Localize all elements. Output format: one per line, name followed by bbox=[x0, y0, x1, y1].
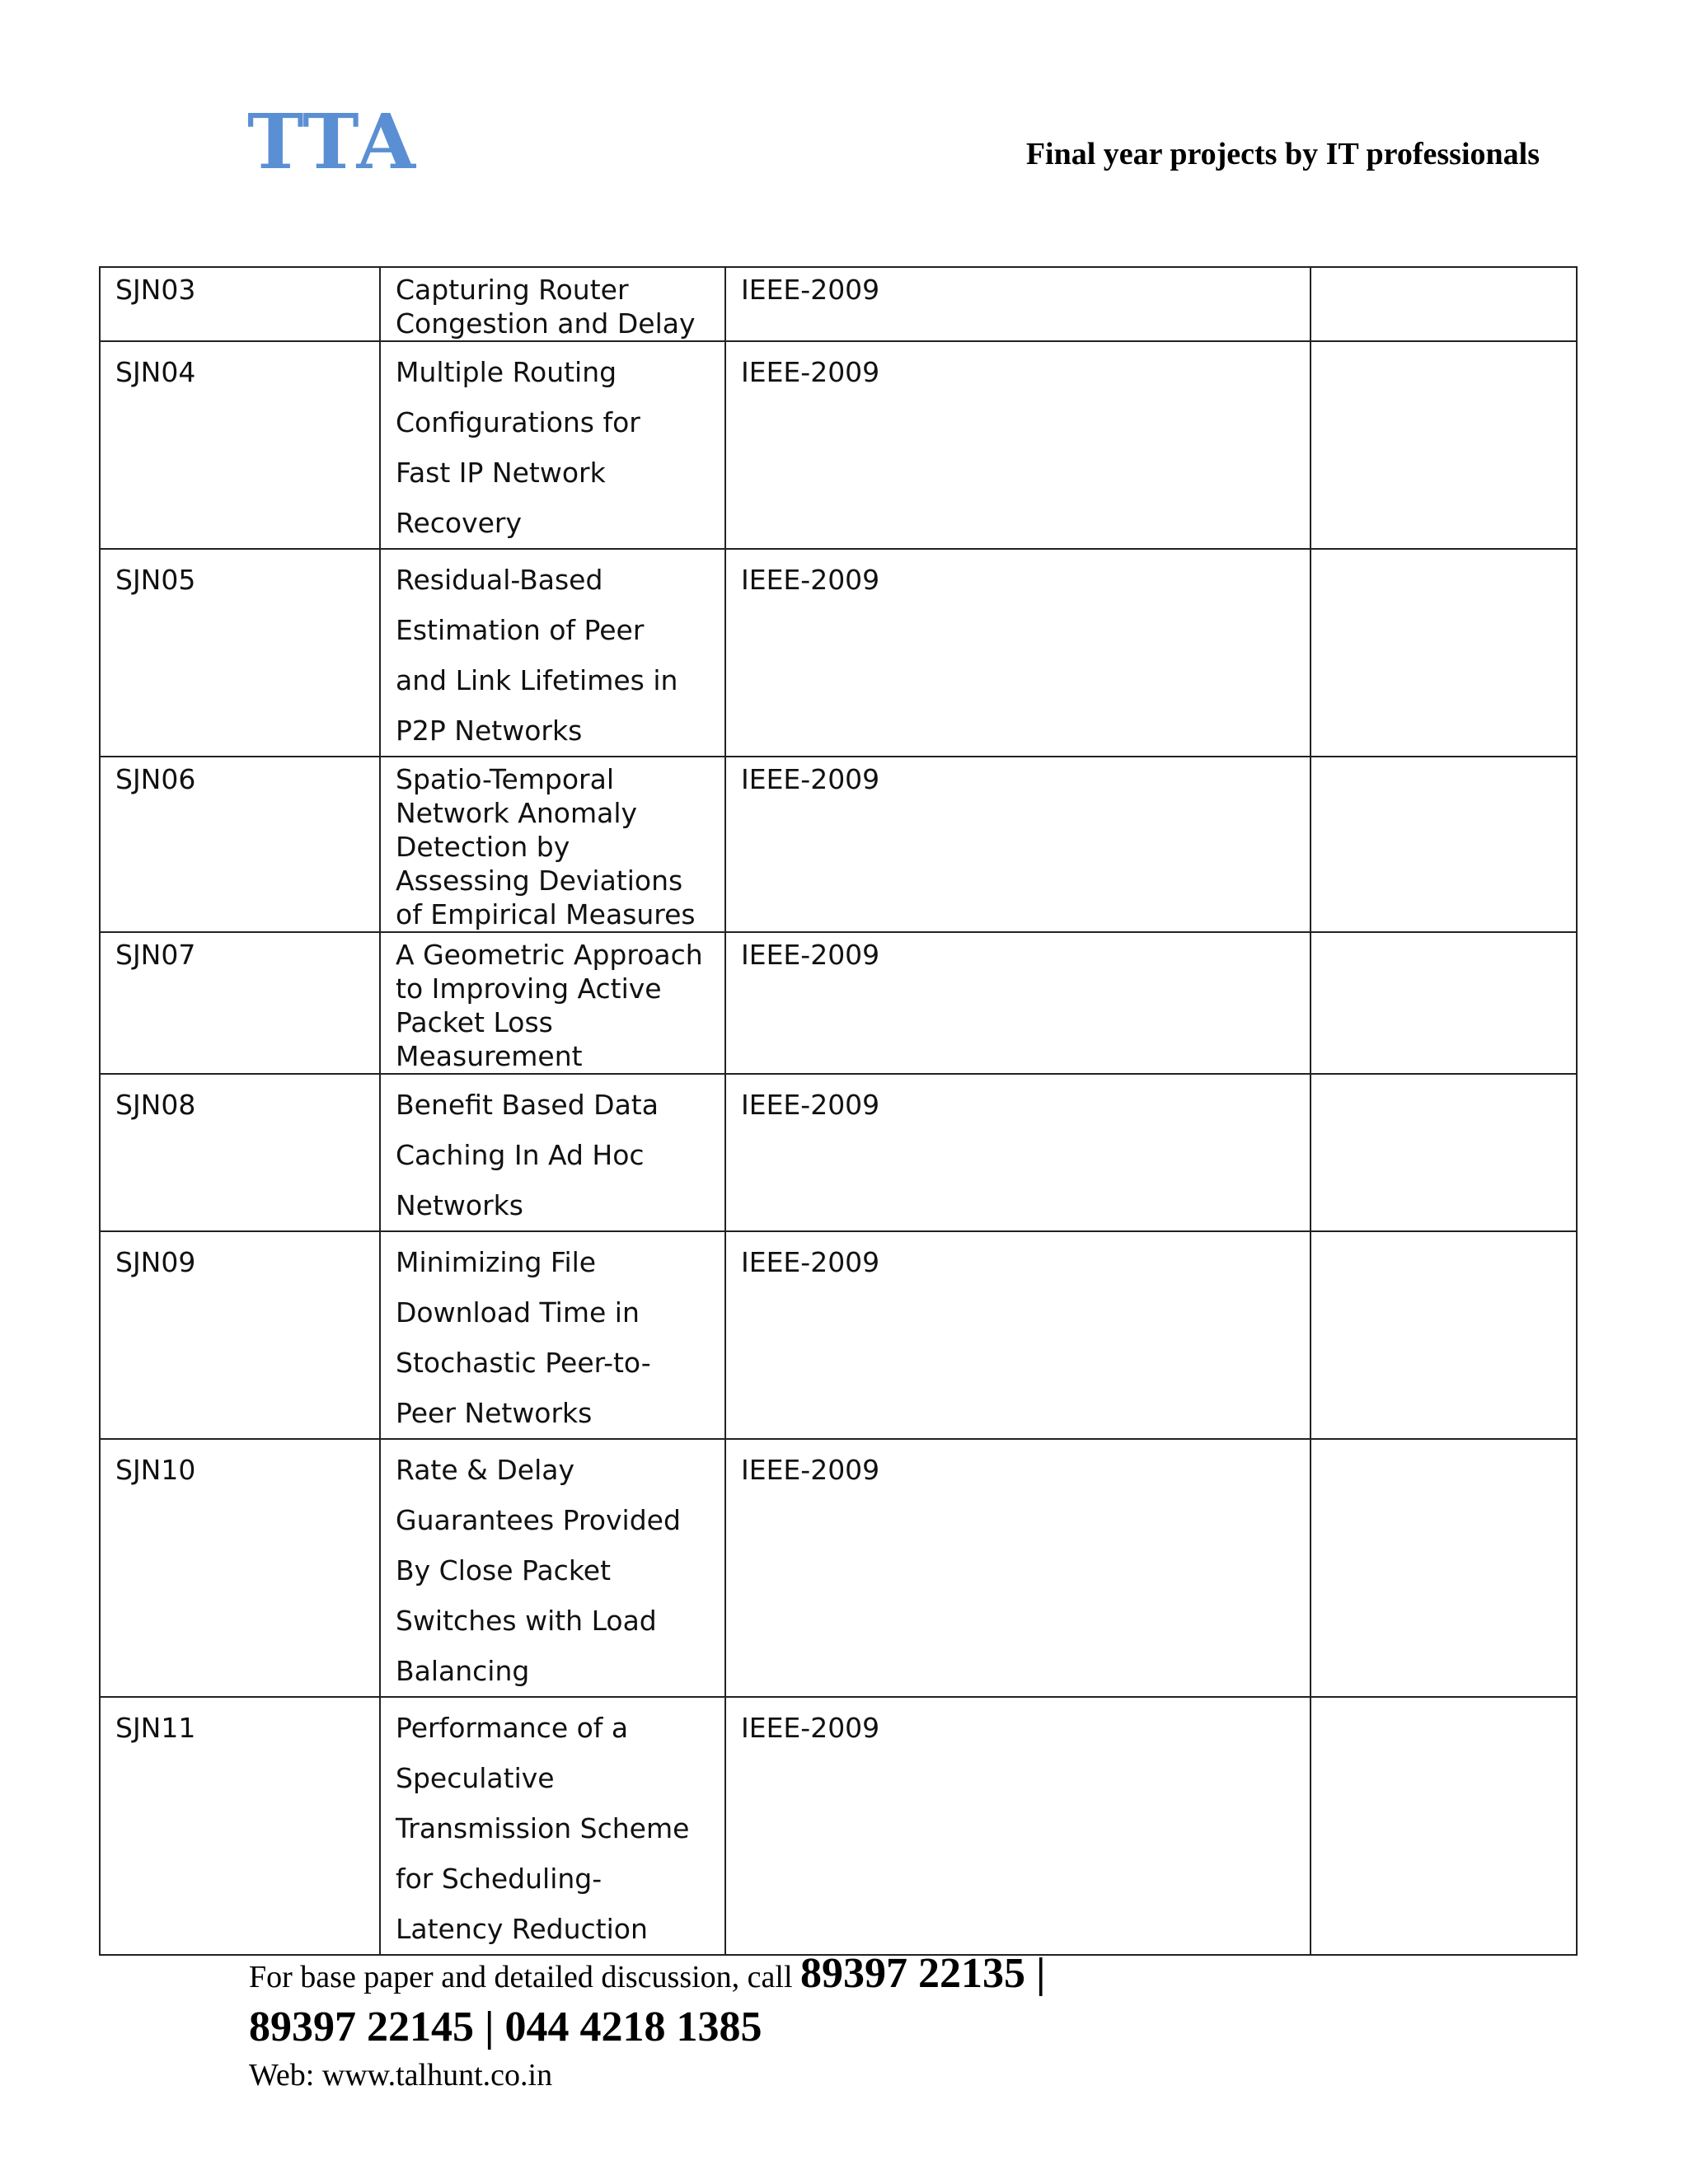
project-source-cell: IEEE-2009 bbox=[725, 1074, 1311, 1231]
project-source-cell: IEEE-2009 bbox=[725, 932, 1311, 1074]
project-id-cell: SJN04 bbox=[100, 341, 380, 549]
contact-phones-secondary: 89397 22145 | 044 4218 1385 bbox=[249, 2004, 762, 2050]
project-extra-cell bbox=[1311, 549, 1577, 757]
project-title-cell: Minimizing File Download Time in Stochastic Peer-to- Peer Networks bbox=[380, 1231, 725, 1439]
project-id-cell: SJN06 bbox=[100, 757, 380, 932]
project-title-cell: Benefit Based Data Caching In Ad Hoc Networks bbox=[380, 1074, 725, 1231]
project-source-cell: IEEE-2009 bbox=[725, 267, 1311, 341]
project-id-cell: SJN05 bbox=[100, 549, 380, 757]
project-extra-cell bbox=[1311, 1231, 1577, 1439]
project-source-cell: IEEE-2009 bbox=[725, 549, 1311, 757]
project-source-cell: IEEE-2009 bbox=[725, 1697, 1311, 1955]
table-row bbox=[100, 1697, 1577, 1955]
table-row bbox=[100, 341, 1577, 549]
project-id-cell: SJN11 bbox=[100, 1697, 380, 1955]
project-extra-cell bbox=[1311, 1697, 1577, 1955]
table-row bbox=[100, 932, 1577, 1074]
table-row bbox=[100, 757, 1577, 932]
project-id-cell: SJN10 bbox=[100, 1439, 380, 1697]
table-row bbox=[100, 1439, 1577, 1697]
project-title-cell: Capturing Router Congestion and Delay bbox=[380, 267, 725, 341]
contact-phone-primary: 89397 22135 | bbox=[800, 1950, 1046, 1997]
contact-footer bbox=[249, 1949, 1045, 2097]
header-tagline: Final year projects by IT professionals bbox=[1025, 137, 1540, 171]
table-row bbox=[100, 1231, 1577, 1439]
contact-call-line bbox=[249, 1949, 1045, 2002]
project-id-cell: SJN07 bbox=[100, 932, 380, 1074]
project-source-cell: IEEE-2009 bbox=[725, 341, 1311, 549]
project-source-cell: IEEE-2009 bbox=[725, 1231, 1311, 1439]
project-extra-cell bbox=[1311, 1439, 1577, 1697]
project-title-cell: A Geometric Approach to Improving Active Packet Loss Measurement bbox=[380, 932, 725, 1074]
project-extra-cell bbox=[1311, 341, 1577, 549]
project-title-cell: Residual-Based Estimation of Peer and Link Lifetimes in P2P Networks bbox=[380, 549, 725, 757]
contact-web: Web: www.talhunt.co.in bbox=[249, 2058, 553, 2093]
table-row bbox=[100, 1074, 1577, 1231]
project-extra-cell bbox=[1311, 757, 1577, 932]
table-row bbox=[100, 267, 1577, 341]
table-row bbox=[100, 549, 1577, 757]
project-title-cell: Spatio-Temporal Network Anomaly Detection by Assessing Deviations of Empirical Measures bbox=[380, 757, 725, 932]
projects-table bbox=[99, 266, 1578, 1956]
project-title-cell: Rate & Delay Guarantees Provided By Close Packet Switches with Load Balancing bbox=[380, 1439, 725, 1697]
project-title-cell: Multiple Routing Configurations for Fast IP Network Recovery bbox=[380, 341, 725, 549]
project-extra-cell bbox=[1311, 932, 1577, 1074]
contact-call-text: For base paper and detailed discussion, call bbox=[249, 1960, 801, 1994]
project-extra-cell bbox=[1311, 1074, 1577, 1231]
project-source-cell: IEEE-2009 bbox=[725, 1439, 1311, 1697]
project-title-cell: Performance of a Speculative Transmission Scheme for Scheduling- Latency Reduction bbox=[380, 1697, 725, 1955]
project-extra-cell bbox=[1311, 267, 1577, 341]
project-id-cell: SJN09 bbox=[100, 1231, 380, 1439]
project-id-cell: SJN03 bbox=[100, 267, 380, 341]
project-id-cell: SJN08 bbox=[100, 1074, 380, 1231]
tta-logo: TTA bbox=[247, 97, 417, 186]
project-source-cell: IEEE-2009 bbox=[725, 757, 1311, 932]
